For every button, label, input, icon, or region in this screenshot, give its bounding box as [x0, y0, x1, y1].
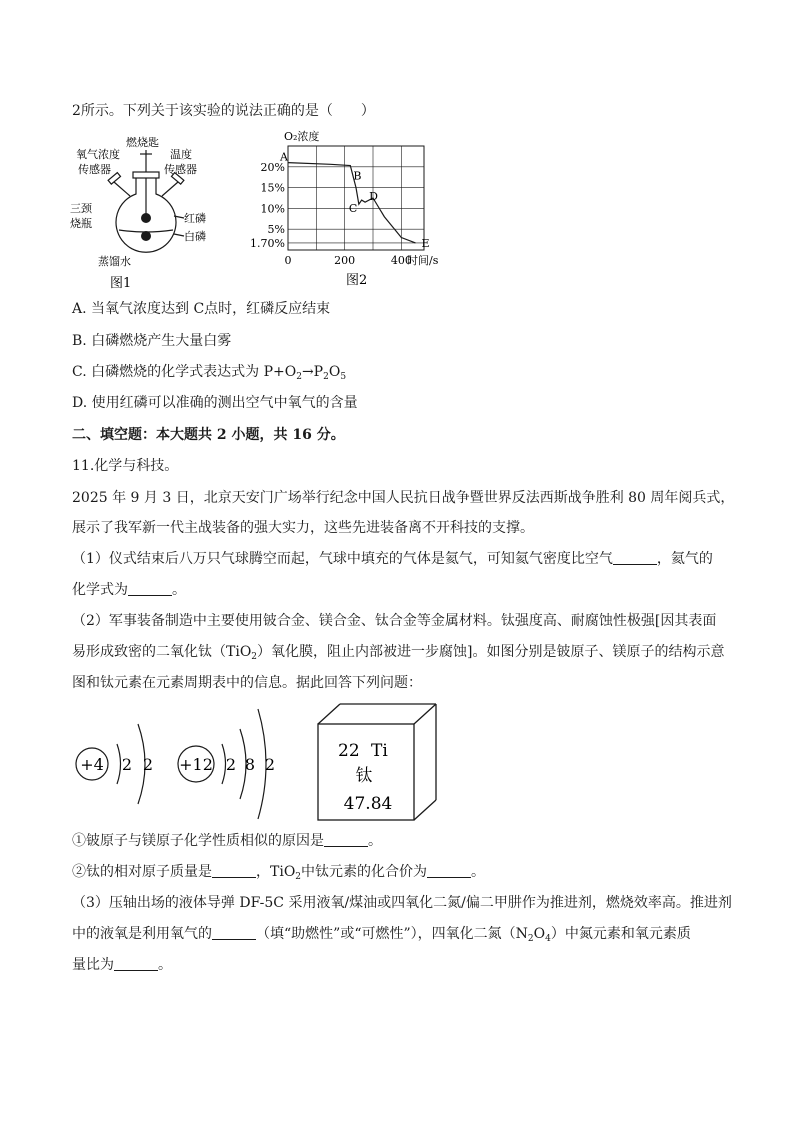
figure-2-oxygen-chart — [240, 126, 450, 291]
sub-question-1-line-2: 化学式为 。 — [72, 582, 186, 598]
y-tick-label: 20% — [260, 160, 285, 174]
question-11-paragraph-1: 2025 年 9 月 3 日，北京天安门广场举行纪念中国人民抗日战争暨世界反法西斯战争胜利 80 周年阅兵式， — [72, 490, 735, 506]
label-distilled-water: 蒸馏水 — [98, 255, 131, 268]
question-11-title: 11.化学与科技。 — [72, 458, 179, 474]
beryllium-atom-diagram — [76, 724, 153, 804]
point-label-a: A — [280, 150, 288, 164]
sub-question-3-line-2: 中的液氧是利用氧气的 （填“助燃性”或“可燃性”），四氧化二氮$(N_2O_4)$中氮元素和氧元素质 — [72, 926, 691, 944]
magnesium-shell-1: 2 — [225, 755, 237, 774]
option-d: D. 使用红磷可以准确的测出空气中氧气的含量 — [72, 395, 358, 411]
y-tick-label: 5% — [267, 223, 285, 237]
question-11-paragraph-2: 展示了我军新一代主战装备的强大实力，这些先进装备离不开科技的支撑。 — [72, 520, 534, 536]
point-label-e: E — [421, 236, 430, 250]
atomic-number: 22 — [338, 741, 360, 761]
y-tick-label: 10% — [260, 202, 285, 216]
sub-question-2-line-1: （2）军事装备制造中主要使用铍合金、镁合金、钛合金等金属材料。钛强度高、耐腐蚀性极强[因其表面 — [72, 613, 717, 629]
option-a: A. 当氧气浓度达到 C点时，红磷反应结束 — [72, 301, 331, 317]
label-temp-sensor-2: 传感器 — [164, 163, 197, 176]
x-axis-label: 时间/s — [407, 254, 439, 267]
label-spoon: 燃烧匙 — [126, 136, 159, 149]
label-white-phosphorus: 白磷 — [184, 230, 206, 243]
red-phosphorus-blob — [141, 213, 151, 223]
magnesium-shell-2: 8 — [244, 755, 256, 774]
section-heading: 二、填空题：本大题共 2 小题，共 16 分。 — [72, 427, 345, 443]
label-red-phosphorus: 红磷 — [184, 212, 206, 225]
atom-structure-diagrams — [70, 704, 290, 824]
answer-blank[interactable] — [613, 550, 657, 565]
point-label-b: B — [353, 169, 362, 183]
x-tick-label: 200 — [334, 254, 356, 267]
label-flask-2: 烧瓶 — [70, 217, 92, 230]
figure-1-caption: 图1 — [110, 276, 132, 290]
magnesium-nucleus: +12 — [179, 755, 213, 774]
magnesium-shell-3: 2 — [264, 755, 276, 774]
beryllium-shell-1: 2 — [121, 755, 133, 774]
x-tick-label: 400 — [390, 254, 412, 267]
label-temp-sensor-1: 温度 — [170, 148, 192, 161]
option-c: C. 白磷燃烧的化学式表达式为 $P+O_2\to P_2O_5$ — [72, 364, 347, 382]
periodic-table-cell — [316, 702, 446, 827]
answer-blank[interactable] — [212, 863, 256, 878]
beryllium-nucleus: +4 — [80, 755, 104, 774]
y-axis-label: O₂浓度 — [284, 130, 320, 143]
label-oxygen-sensor-2: 传感器 — [78, 163, 111, 176]
answer-blank[interactable] — [427, 863, 471, 878]
sub-question-2-line-2: 易形成致密的二氧化钛（TiO$_2$）氧化膜，阻止内部被进一步腐蚀]。如图分别是铍原子、镁原子的结构示意 — [72, 644, 725, 662]
answer-blank[interactable] — [128, 581, 172, 596]
question-titanium: ②钛的相对原子质量是 ，TiO$_2$中钛元素的化合价为 。 — [72, 864, 486, 882]
white-phosphorus-blob — [141, 231, 151, 241]
y-tick-label: 1.70% — [250, 236, 285, 250]
point-label-d: D — [369, 190, 378, 204]
answer-blank[interactable] — [324, 832, 368, 847]
sub-question-3-line-1: （3）压轴出场的液体导弹 DF-5C 采用液氧/煤油或四氧化二氮/偏二甲肼作为推进剂，燃烧效率高。推进剂 — [72, 895, 732, 911]
magnesium-atom-diagram — [178, 709, 275, 819]
relative-atomic-mass: 47.84 — [343, 794, 393, 814]
question-beryllium-magnesium: ①铍原子与镁原子化学性质相似的原因是 。 — [72, 833, 382, 849]
x-tick-label: 0 — [284, 254, 292, 267]
sub-question-1-line-1: （1）仪式结束后八万只气球腾空而起，气球中填充的气体是氦气，可知氦气密度比空气 ，氦气的 — [72, 551, 713, 567]
beryllium-shell-2: 2 — [142, 755, 154, 774]
answer-blank[interactable] — [212, 925, 256, 940]
point-label-c: C — [348, 202, 358, 216]
sub-question-3-line-3: 量比为 。 — [72, 957, 172, 973]
plot-frame — [288, 146, 424, 250]
label-oxygen-sensor-1: 氧气浓度 — [76, 148, 120, 161]
label-flask-1: 三颈 — [70, 202, 92, 215]
sub-question-2-line-3: 图和钛元素在元素周期表中的信息。据此回答下列问题： — [72, 675, 422, 691]
answer-blank[interactable] — [114, 956, 158, 971]
question-intro: 2所示。下列关于该实验的说法正确的是（ ） — [72, 103, 375, 119]
element-symbol: Ti — [371, 741, 388, 761]
figure-2-caption: 图2 — [346, 273, 368, 288]
figure-1-apparatus — [70, 130, 220, 290]
element-name: 钛 — [355, 766, 373, 786]
option-b: B. 白磷燃烧产生大量白雾 — [72, 333, 232, 349]
y-tick-label: 15% — [260, 181, 285, 195]
